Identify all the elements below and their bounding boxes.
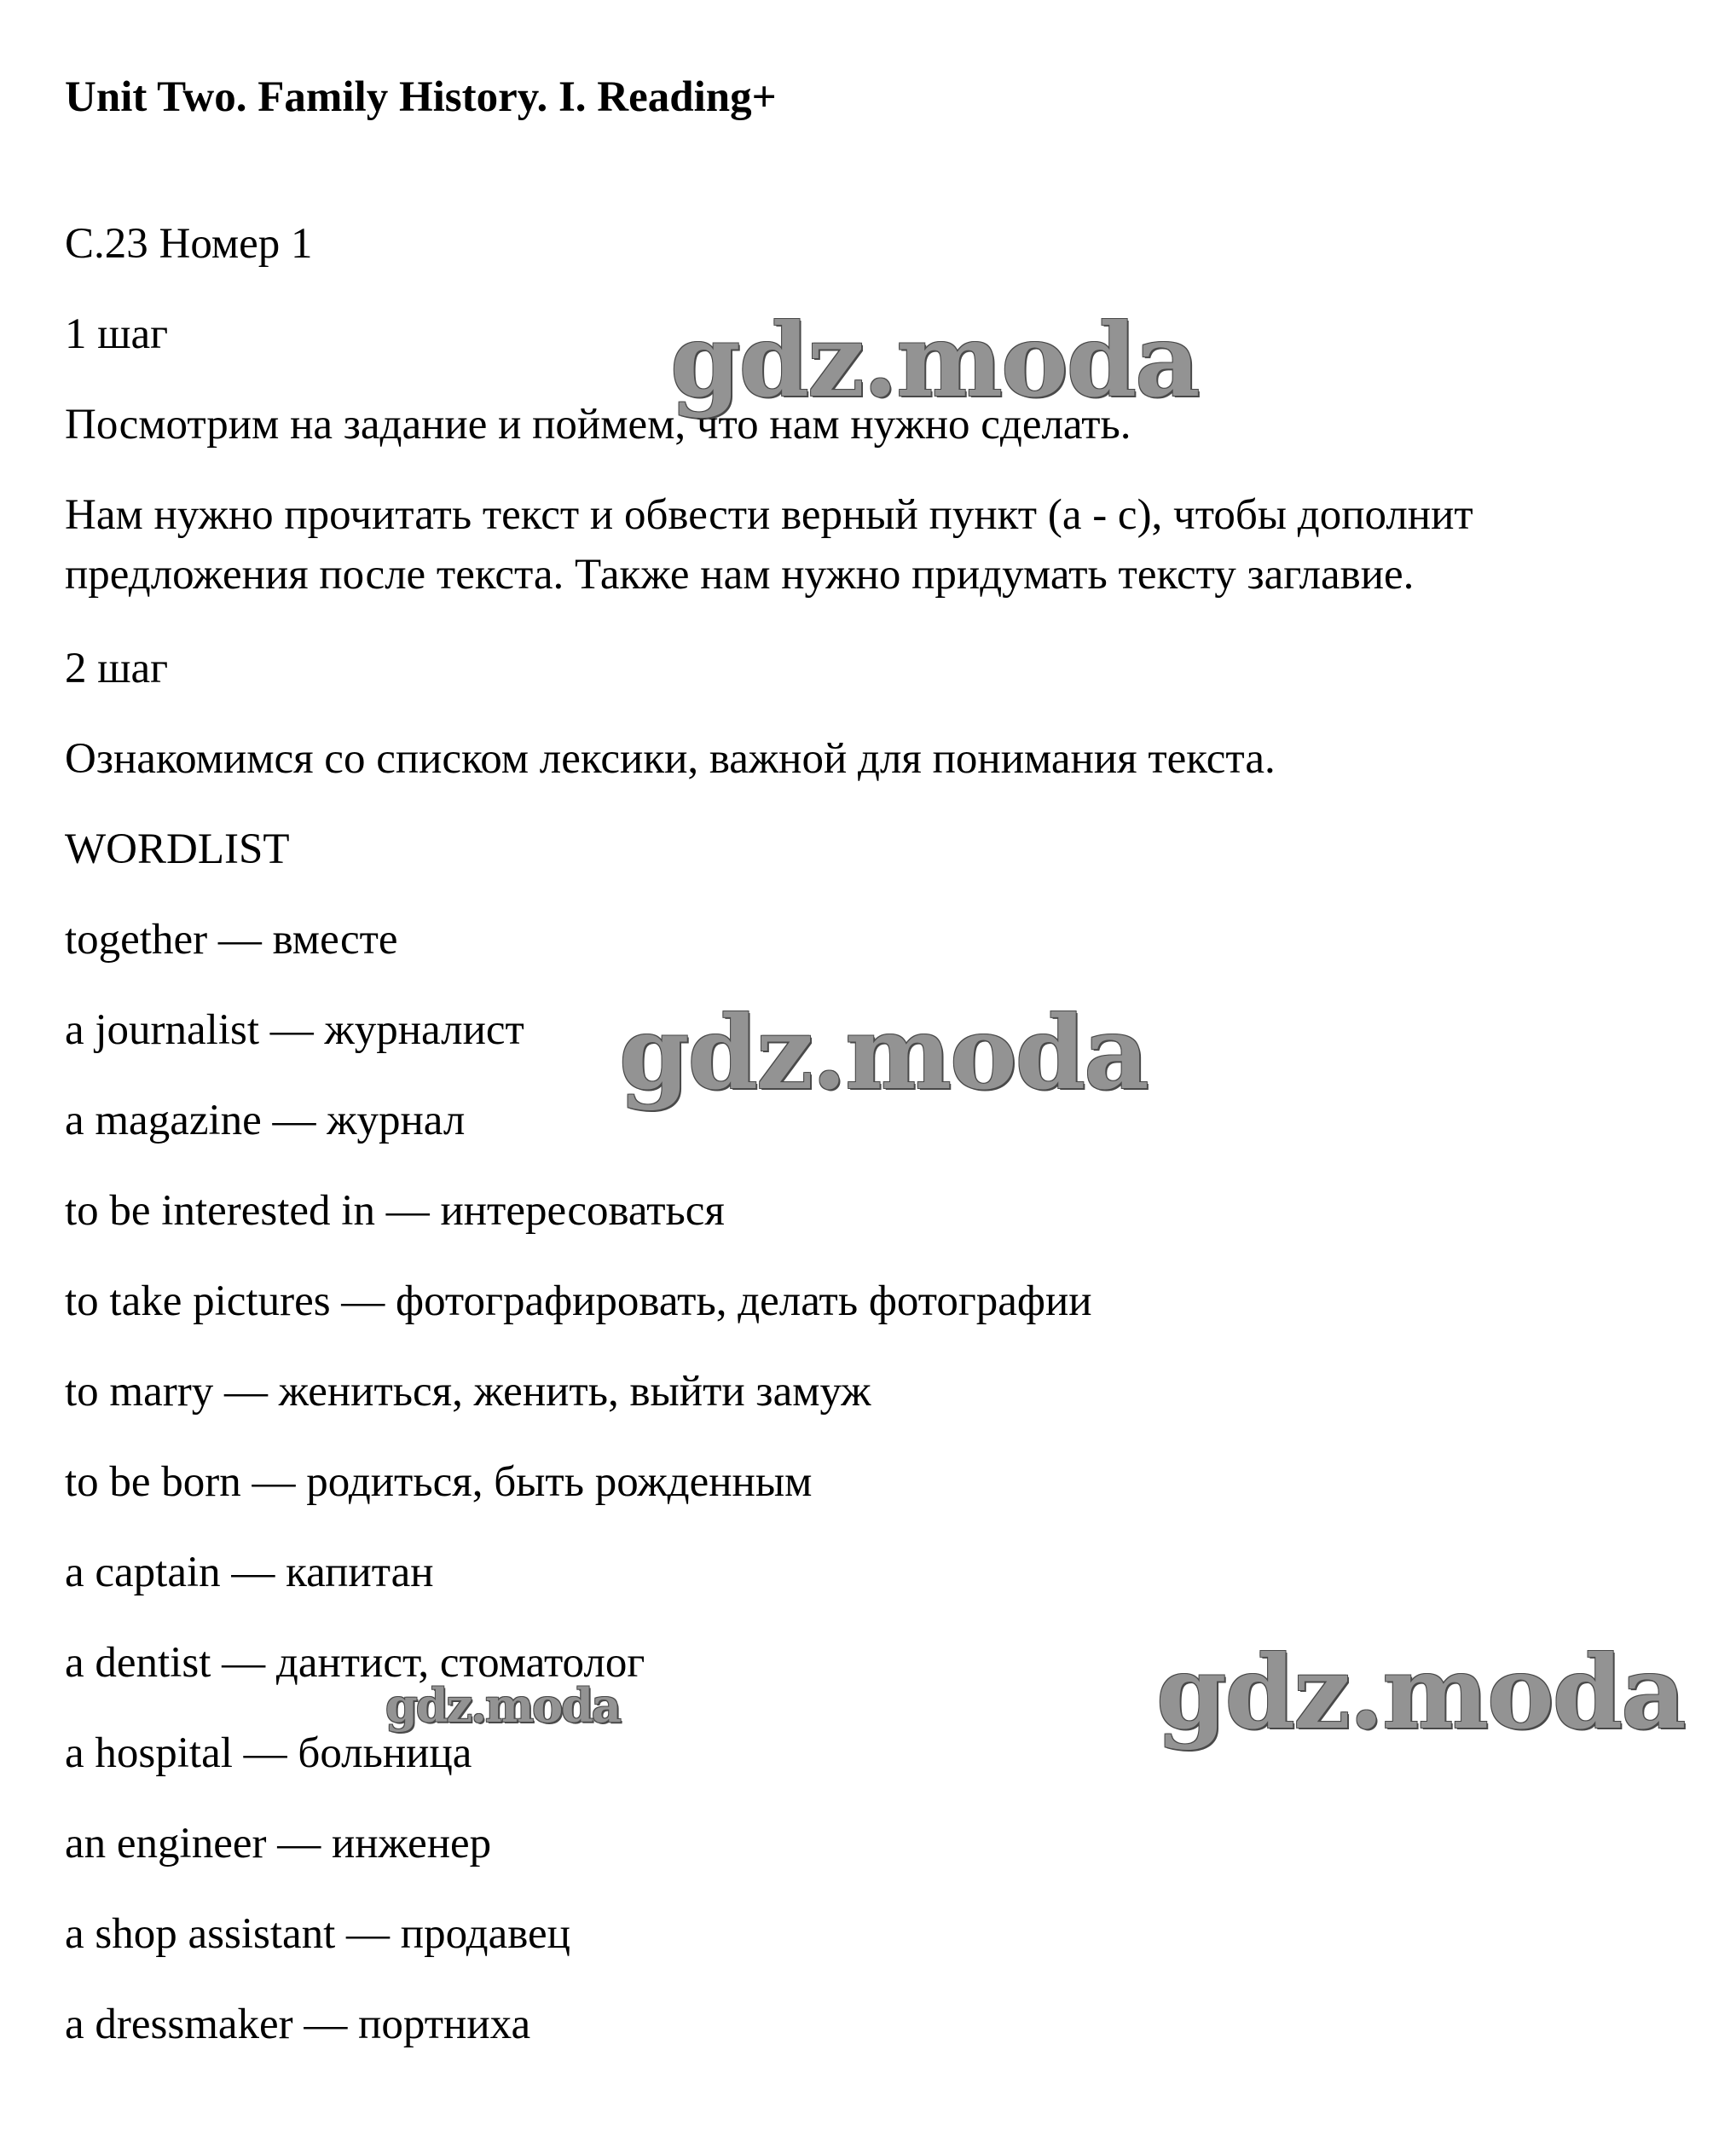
wordlist-item: to be interested in — интересоваться [65, 1187, 725, 1235]
wordlist-item: a magazine — журнал [65, 1097, 466, 1144]
wordlist-item: to be born — родиться, быть рожденным [65, 1458, 813, 1506]
step2-text: Ознакомимся со списком лексики, важной для понимания текста. [65, 735, 1276, 783]
wordlist-item: a shop assistant — продавец [65, 1910, 570, 1958]
step1-task-line1: Нам нужно прочитать текст и обвести верный пункт (a - c), чтобы дополнит [65, 491, 1473, 539]
watermark-logo: gdz.moda [619, 993, 1148, 1112]
watermark-logo: gdz.moda [670, 301, 1199, 420]
step1-task-line2: предложения после текста. Также нам нужно придумать тексту заглавие. [65, 551, 1415, 599]
wordlist-item: to take pictures — фотографировать, делать фотографии [65, 1277, 1092, 1325]
watermark-logo: gdz.moda [385, 1678, 620, 1733]
page-heading: Unit Two. Family History. I. Reading+ [65, 73, 777, 121]
exercise-reference: С.23 Номер 1 [65, 220, 313, 268]
step1-label: 1 шаг [65, 310, 169, 358]
wordlist-item: a journalist — журналист [65, 1006, 524, 1054]
wordlist-item: to marry — жениться, женить, выйти замуж [65, 1368, 871, 1416]
wordlist-item: a dressmaker — портниха [65, 2001, 531, 2048]
wordlist-item: a dentist — дантист, стоматолог [65, 1639, 645, 1687]
wordlist-item: together — вместе [65, 916, 398, 964]
wordlist-title: WORDLIST [65, 825, 290, 873]
wordlist-item: a captain — капитан [65, 1549, 434, 1596]
watermark-logo: gdz.moda [1156, 1633, 1685, 1752]
wordlist-item: an engineer — инженер [65, 1820, 492, 1868]
step1-text: Посмотрим на задание и поймем, что нам нужно сделать. [65, 401, 1131, 449]
step2-label: 2 шаг [65, 645, 169, 692]
wordlist-item: a hospital — больница [65, 1729, 472, 1777]
